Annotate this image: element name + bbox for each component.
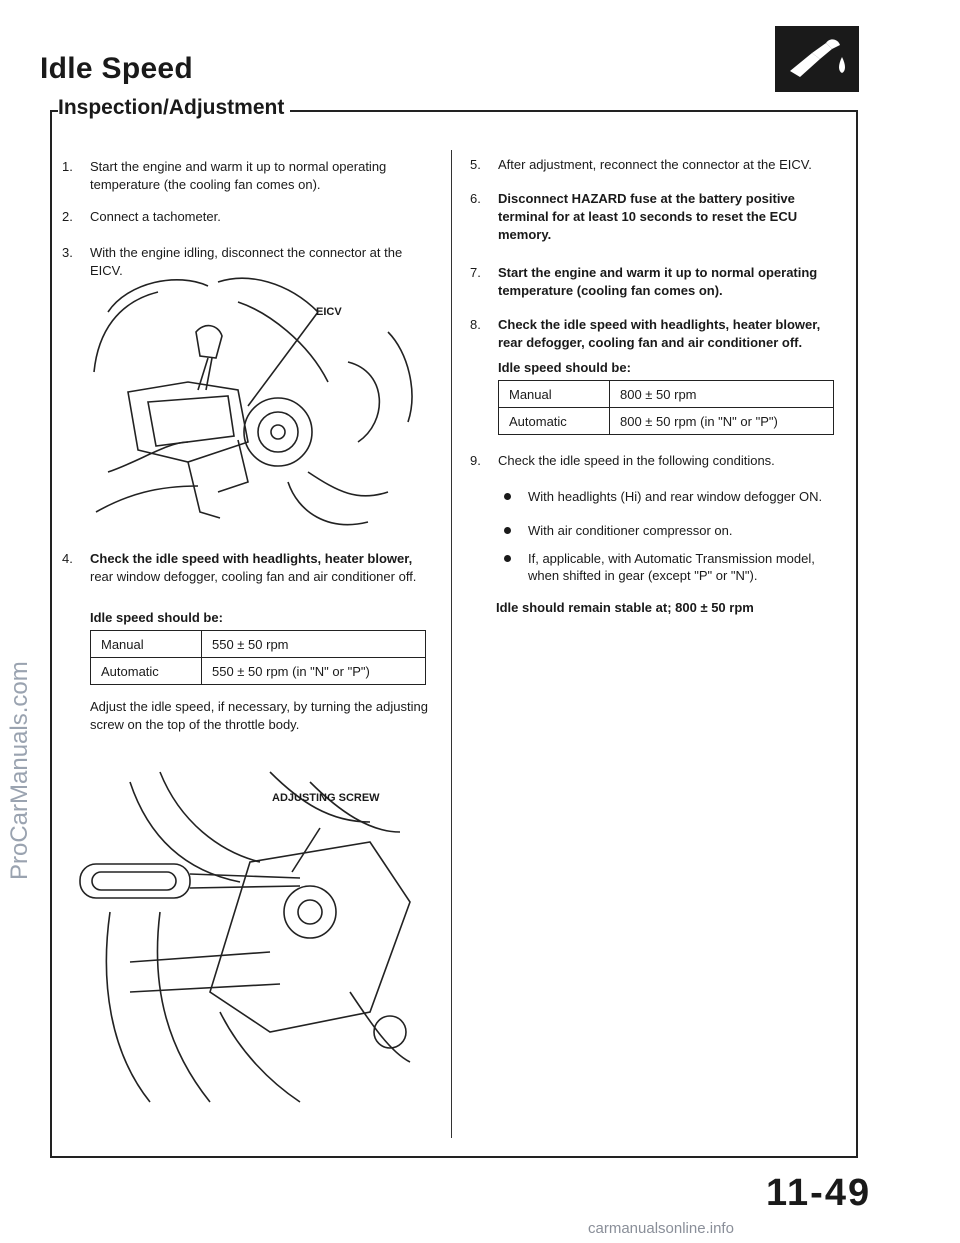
list-item: With air conditioner compressor on. <box>504 522 844 540</box>
adjusting-screw-label: ADJUSTING SCREW <box>272 792 380 804</box>
eicv-illustration <box>88 272 428 542</box>
watermark-left: ProCarManuals.com <box>6 661 33 880</box>
spec-table-left <box>90 630 426 685</box>
bullet-icon <box>504 555 511 562</box>
watermark-bottom: carmanualsonline.info <box>588 1220 734 1237</box>
eicv-label: EICV <box>316 306 342 318</box>
list-item: If, applicable, with Automatic Transmission model, when shifted in gear (except "P" or "N"). <box>504 550 844 586</box>
step-1: 1. Start the engine and warm it up to normal operating temperature (the cooling fan comes on). <box>62 159 387 192</box>
throttle-body-illustration <box>70 762 440 1132</box>
table-row: Manual 800 ± 50 rpm <box>499 381 834 408</box>
table-row: Automatic 800 ± 50 rpm (in "N" or "P") <box>499 408 834 435</box>
bullet-icon <box>504 527 511 534</box>
bullet-icon <box>504 493 511 500</box>
column-divider <box>451 150 452 1138</box>
section-subtitle: Inspection/Adjustment <box>58 96 290 120</box>
page-title: Idle Speed <box>40 52 194 85</box>
step-2: 2. Connect a tachometer. <box>62 209 221 224</box>
page-number: 11-49 <box>766 1172 872 1214</box>
step-6: 6. Disconnect HAZARD fuse at the battery positive terminal for at least 10 seconds to reset the ECU memory. <box>470 191 798 242</box>
spec-table-right <box>498 380 834 435</box>
step-4: 4. Check the idle speed with headlights, heater blower, rear window defogger, cooling fan and air conditioner off. <box>62 551 417 584</box>
step-3: 3. With the engine idling, disconnect the connector at the EICV. <box>62 245 403 278</box>
list-item: With headlights (Hi) and rear window defogger ON. <box>504 488 844 524</box>
spec-title-right: Idle speed should be: <box>498 360 631 375</box>
spec-title-left: Idle speed should be: <box>90 610 223 625</box>
stable-idle-note: Idle should remain stable at; 800 ± 50 rpm <box>496 600 754 615</box>
table-row: Manual 550 ± 50 rpm <box>91 631 426 658</box>
step-9: 9. Check the idle speed in the following conditions. <box>470 453 775 468</box>
adjust-instruction: Adjust the idle speed, if necessary, by turning the adjusting screw on the top of the throttle body. <box>90 699 428 732</box>
step-7: 7. Start the engine and warm it up to normal operating temperature (cooling fan comes on). <box>470 265 818 298</box>
table-row: Automatic 550 ± 50 rpm (in "N" or "P") <box>91 658 426 685</box>
fuel-nozzle-icon <box>775 26 859 92</box>
step-5: 5. After adjustment, reconnect the connector at the EICV. <box>470 157 812 172</box>
step-8: 8. Check the idle speed with headlights, heater blower, rear defogger, cooling fan and air conditioner off. <box>470 317 821 350</box>
